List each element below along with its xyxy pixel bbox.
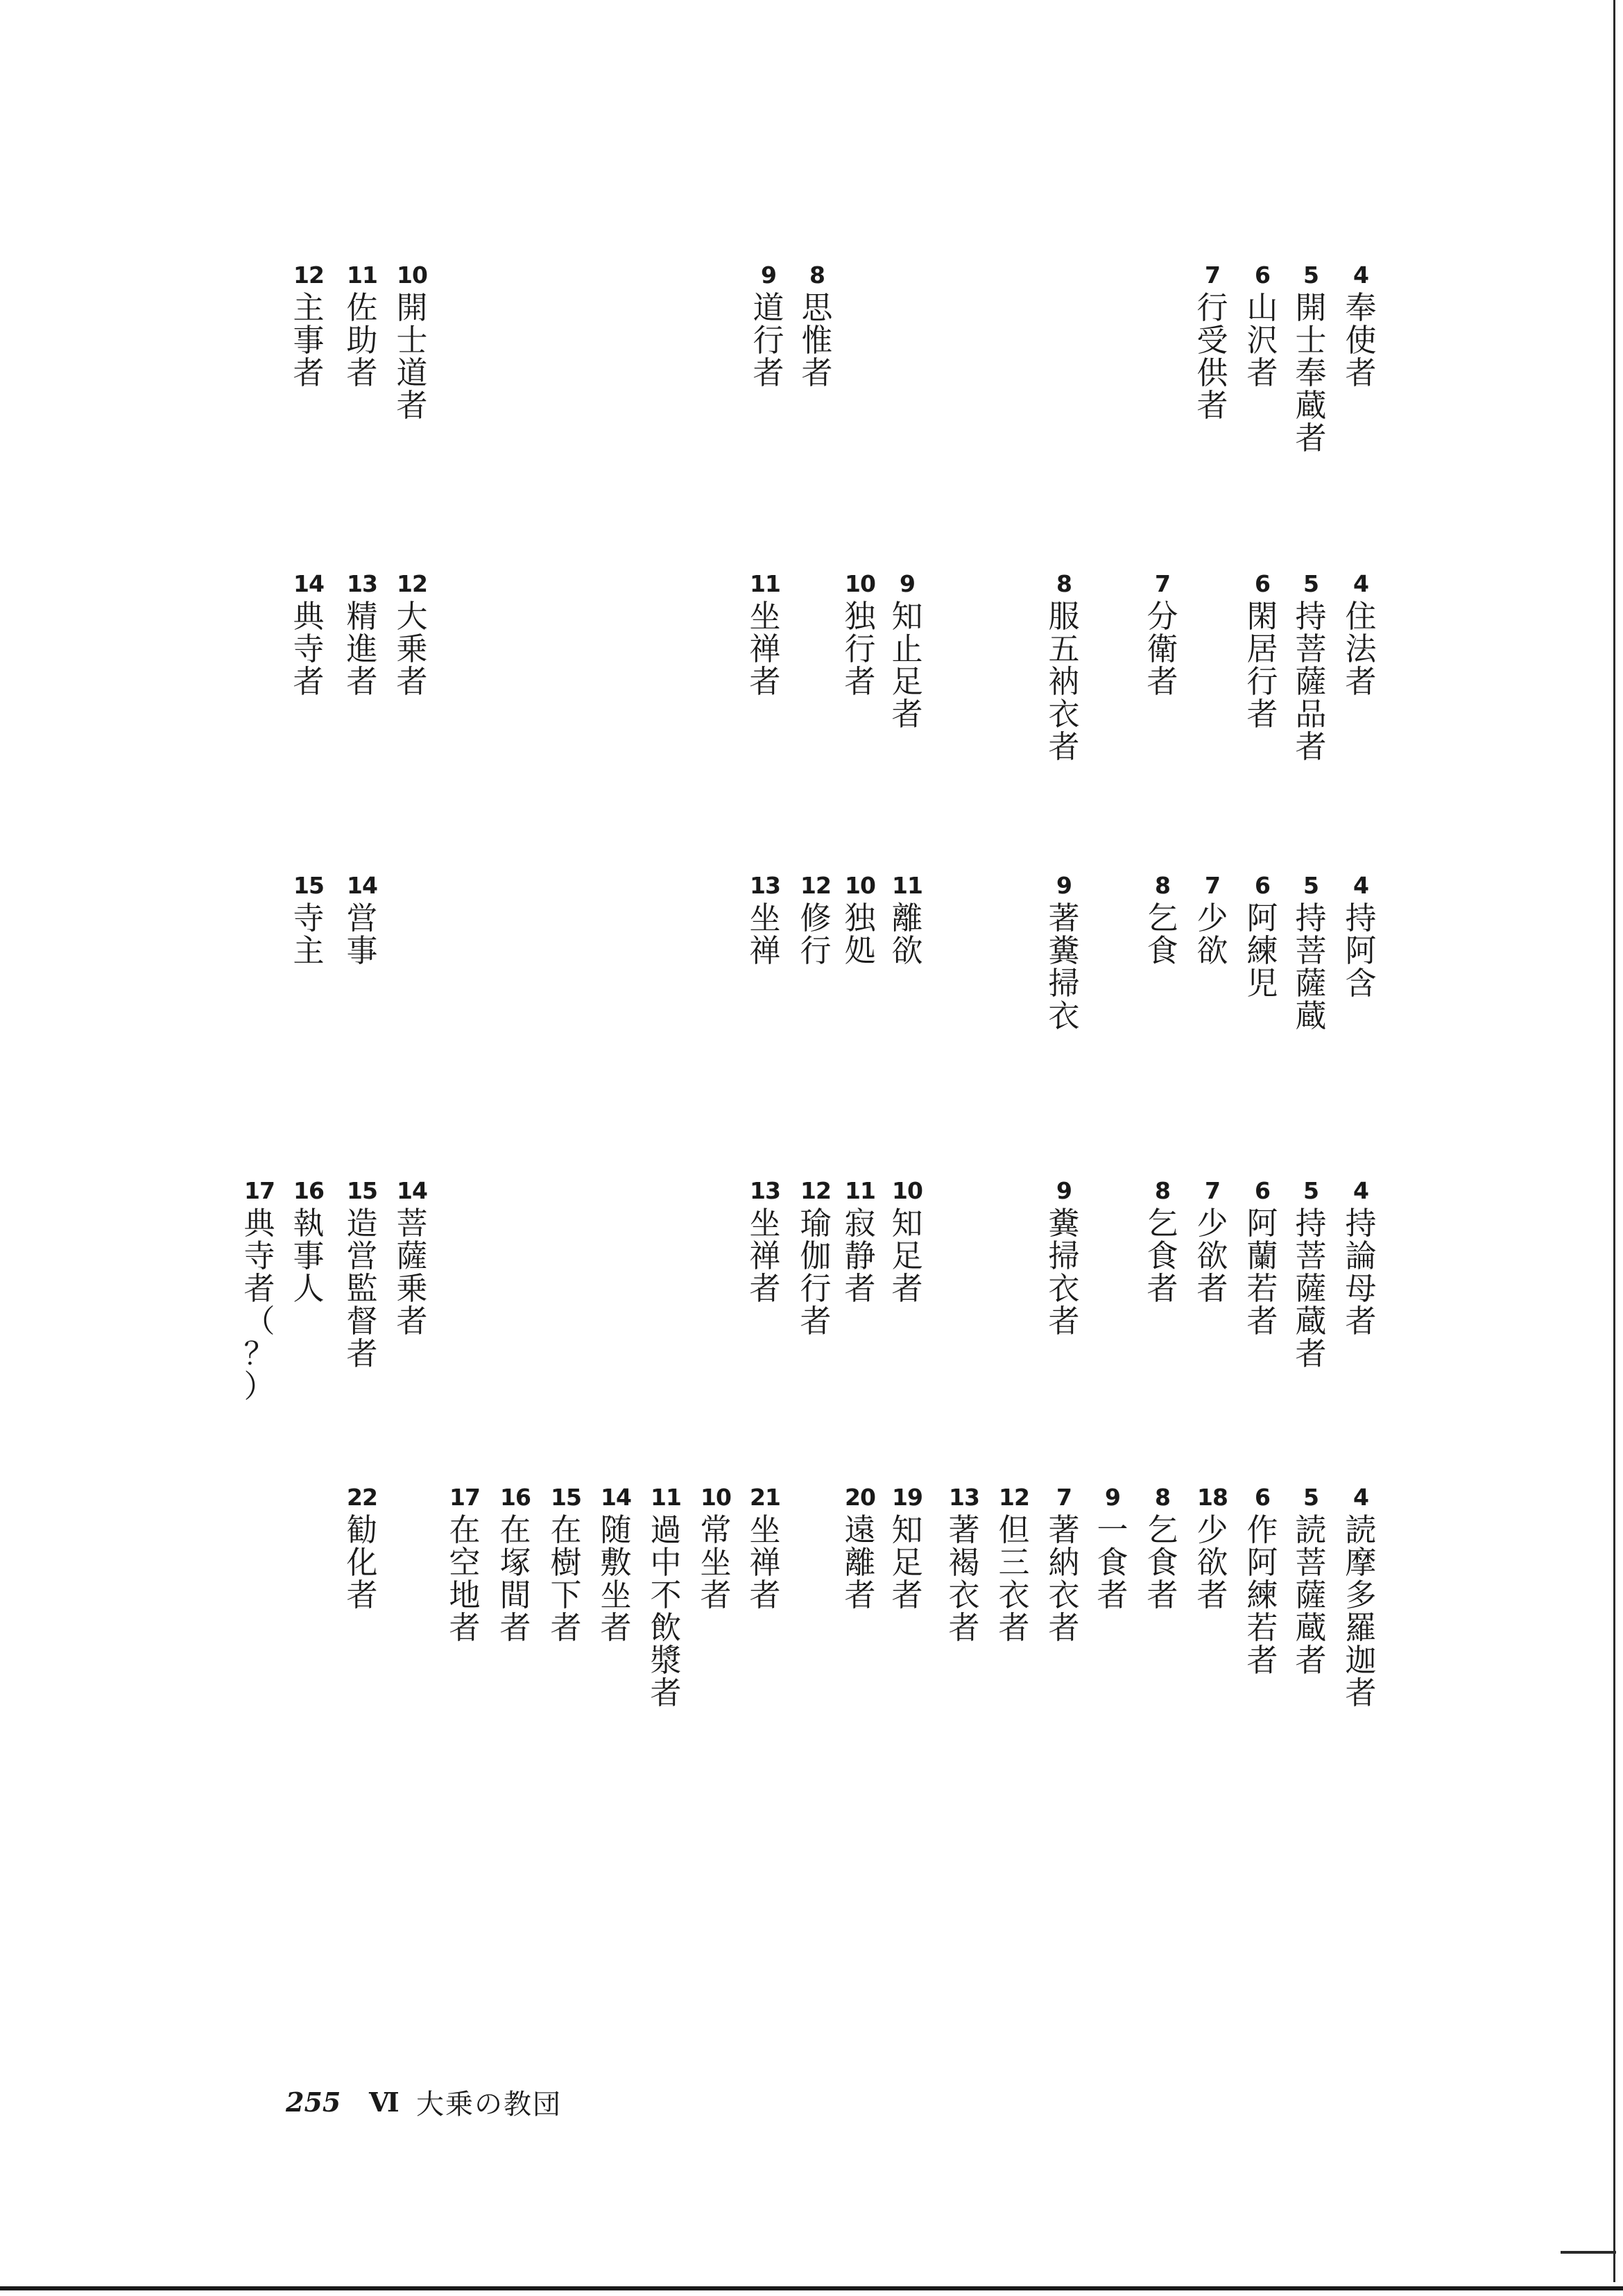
entry-number: 16 <box>293 1177 324 1204</box>
term-entry <box>888 1179 927 1305</box>
entry-term: 乞 食 者 <box>1147 1511 1178 1613</box>
entry-number: 14 <box>601 1484 631 1511</box>
entry-number: 6 <box>1255 570 1270 597</box>
entry-term: 精 進 者 <box>346 598 378 700</box>
entry-number: 11 <box>892 872 922 899</box>
term-entry <box>746 1179 784 1305</box>
entry-number: 8 <box>1155 1484 1170 1511</box>
entry-term: 一 食 者 <box>1097 1511 1128 1613</box>
entry-term: 著 褐 衣 者 <box>948 1511 980 1646</box>
term-entry <box>798 264 836 389</box>
entry-term: 少 欲 者 <box>1196 1205 1228 1307</box>
entry-number: 7 <box>1205 1177 1220 1204</box>
term-entry <box>547 1486 585 1644</box>
entry-term: 修 行 <box>800 900 832 969</box>
entry-term: 執 事 人 <box>293 1205 325 1307</box>
term-entry <box>1193 1486 1232 1611</box>
entry-number: 13 <box>347 570 377 597</box>
entry-term: 過 中 不 飲 漿 者 <box>650 1511 682 1711</box>
entry-term: 住 法 者 <box>1345 598 1377 700</box>
term-entry <box>749 264 788 389</box>
entry-term: 山 沢 者 <box>1246 289 1278 391</box>
term-entry <box>1045 1179 1083 1337</box>
entry-number: 11 <box>347 262 377 289</box>
entry-number: 20 <box>845 1484 875 1511</box>
term-entry <box>796 874 835 967</box>
entry-term: 寺 主 <box>293 900 325 969</box>
entry-term: 糞 掃 衣 者 <box>1048 1205 1080 1339</box>
term-entry <box>888 1486 927 1611</box>
term-entry <box>343 1179 381 1370</box>
entry-term: 開 士 奉 蔵 者 <box>1295 289 1327 456</box>
term-entry <box>1341 572 1380 698</box>
term-entry <box>1291 264 1330 454</box>
entry-number: 15 <box>293 872 324 899</box>
entry-term: 在 空 地 者 <box>449 1511 481 1646</box>
entry-number: 10 <box>845 570 875 597</box>
term-entry <box>343 874 381 967</box>
entry-term: 持 菩 薩 品 者 <box>1295 598 1327 765</box>
entry-number: 4 <box>1353 262 1368 289</box>
entry-number: 10 <box>892 1177 922 1204</box>
chapter-title: 大乗の教団 <box>416 2088 562 2121</box>
entry-number: 10 <box>701 1484 731 1511</box>
term-entry <box>1243 1179 1282 1337</box>
entry-number: 12 <box>800 872 831 899</box>
entry-term: 坐 禅 者 <box>749 598 781 700</box>
term-entry <box>1193 1179 1232 1305</box>
entry-number: 9 <box>1105 1484 1120 1511</box>
term-entry <box>1045 572 1083 763</box>
entry-number: 5 <box>1303 1484 1319 1511</box>
entry-term: 閑 居 行 者 <box>1246 598 1278 733</box>
term-entry <box>1193 874 1232 967</box>
entry-term: 阿 蘭 若 者 <box>1246 1205 1278 1339</box>
term-entry <box>841 1486 879 1611</box>
term-entry <box>343 1486 381 1611</box>
chapter-number: Ⅵ <box>369 2086 400 2118</box>
entry-number: 14 <box>347 872 377 899</box>
entry-term: 奉 使 者 <box>1345 289 1377 391</box>
term-entry <box>796 1179 835 1337</box>
entry-number: 8 <box>1155 1177 1170 1204</box>
term-entry <box>888 570 927 733</box>
entry-number: 15 <box>551 1484 581 1511</box>
entry-term: 離 欲 <box>891 900 923 969</box>
entry-term: 典 寺 者 （ ？ ） <box>243 1205 275 1405</box>
term-entry <box>888 874 927 967</box>
entry-number: 17 <box>244 1177 275 1204</box>
entry-number: 11 <box>651 1484 681 1511</box>
entry-number: 7 <box>1205 872 1220 899</box>
entry-number: 7 <box>1155 570 1170 597</box>
entry-number: 5 <box>1303 262 1319 289</box>
entry-number: 10 <box>397 262 427 289</box>
term-entry <box>343 264 381 389</box>
entry-number: 10 <box>845 872 875 899</box>
term-entry <box>343 572 381 698</box>
entry-term: 常 坐 者 <box>700 1511 732 1613</box>
term-entry <box>1143 572 1182 698</box>
entry-number: 9 <box>1056 1177 1072 1204</box>
term-entry <box>240 1179 279 1403</box>
term-entry <box>1243 1486 1282 1677</box>
entry-number: 6 <box>1255 1484 1270 1511</box>
entry-term: 持 菩 薩 蔵 <box>1295 900 1327 1034</box>
entry-term: 在 塚 間 者 <box>499 1511 531 1646</box>
term-entry <box>995 1486 1033 1644</box>
term-entry <box>289 1179 328 1305</box>
term-entry <box>445 1486 484 1644</box>
term-entry <box>289 264 328 389</box>
term-entry <box>841 874 879 967</box>
term-entry <box>1291 1179 1330 1370</box>
term-entry <box>596 1486 635 1644</box>
entry-term: 持 菩 薩 蔵 者 <box>1295 1205 1327 1372</box>
entry-term: 坐 禅 <box>749 900 781 969</box>
term-entry <box>1193 264 1232 422</box>
term-entry <box>696 1486 735 1611</box>
entry-number: 11 <box>750 570 780 597</box>
entry-term: 典 寺 者 <box>293 598 325 700</box>
entry-term: 遠 離 者 <box>844 1511 876 1613</box>
entry-term: 持 阿 含 <box>1345 900 1377 1002</box>
entry-number: 6 <box>1255 872 1270 899</box>
entry-term: 在 樹 下 者 <box>550 1511 582 1646</box>
entry-term: 読 菩 薩 蔵 者 <box>1295 1511 1327 1679</box>
term-entry <box>1243 570 1282 733</box>
entry-number: 12 <box>800 1177 831 1204</box>
entry-term: 服 五 衲 衣 者 <box>1048 598 1080 765</box>
entry-number: 6 <box>1255 262 1270 289</box>
entry-number: 4 <box>1353 570 1368 597</box>
entry-term: 著 納 衣 者 <box>1048 1511 1080 1646</box>
entry-term: 但 三 衣 者 <box>998 1511 1030 1646</box>
entry-number: 14 <box>293 570 324 597</box>
term-entry <box>1143 1179 1182 1305</box>
page-edge-line <box>1613 0 1615 2282</box>
entry-term: 開 士 道 者 <box>396 289 428 424</box>
entry-term: 坐 禅 者 <box>749 1205 781 1307</box>
entry-number: 13 <box>750 1177 780 1204</box>
term-entry <box>1341 264 1380 389</box>
term-entry <box>393 572 431 698</box>
entry-number: 12 <box>397 570 427 597</box>
entry-number: 22 <box>347 1484 377 1511</box>
entry-number: 4 <box>1353 1484 1368 1511</box>
entry-term: 分 衛 者 <box>1147 598 1178 700</box>
term-entry <box>1341 874 1380 1000</box>
entry-term: 読 摩 多 羅 迦 者 <box>1345 1511 1377 1711</box>
entry-number: 5 <box>1303 570 1319 597</box>
page-bottom-line <box>0 2286 1623 2290</box>
entry-number: 8 <box>809 262 825 289</box>
entry-number: 4 <box>1353 1177 1368 1204</box>
entry-number: 5 <box>1303 872 1319 899</box>
page-edge-corner <box>1561 2251 1616 2254</box>
entry-term: 坐 禅 者 <box>749 1511 781 1613</box>
entry-term: 行 受 供 者 <box>1196 289 1228 424</box>
entry-number: 8 <box>1155 872 1170 899</box>
entry-term: 寂 静 者 <box>844 1205 876 1307</box>
term-entry <box>1045 874 1083 1032</box>
term-entry <box>1243 264 1282 389</box>
entry-number: 12 <box>293 262 324 289</box>
term-entry <box>1291 1486 1330 1677</box>
entry-number: 6 <box>1255 1177 1270 1204</box>
term-entry <box>746 1486 784 1611</box>
term-entry <box>1291 874 1330 1032</box>
entry-term: 少 欲 者 <box>1196 1511 1228 1613</box>
entry-term: 菩 薩 乗 者 <box>396 1205 428 1339</box>
entry-number: 9 <box>761 262 776 289</box>
entry-term: 造 営 監 督 者 <box>346 1205 378 1372</box>
entry-term: 少 欲 <box>1196 900 1228 969</box>
entry-term: 思 惟 者 <box>801 289 833 391</box>
entry-number: 8 <box>1056 570 1072 597</box>
entry-term: 営 事 <box>346 900 378 969</box>
entry-number: 9 <box>1056 872 1072 899</box>
entry-number: 15 <box>347 1177 377 1204</box>
entry-term: 独 処 <box>844 900 876 969</box>
entry-term: 阿 練 児 <box>1246 900 1278 1002</box>
term-entry <box>841 1179 879 1305</box>
entry-number: 16 <box>500 1484 531 1511</box>
entry-term: 持 論 母 者 <box>1345 1205 1377 1339</box>
entry-number: 12 <box>999 1484 1029 1511</box>
entry-term: 知 足 者 <box>891 1205 923 1307</box>
entry-number: 7 <box>1056 1484 1072 1511</box>
term-entry <box>393 264 431 422</box>
term-entry <box>1341 1486 1380 1709</box>
term-entry <box>289 572 328 698</box>
term-entry <box>289 874 328 967</box>
entry-term: 随 敷 坐 者 <box>600 1511 632 1646</box>
term-entry <box>945 1486 984 1644</box>
entry-number: 19 <box>892 1484 922 1511</box>
entry-number: 17 <box>449 1484 480 1511</box>
term-entry <box>1093 1486 1132 1611</box>
term-entry <box>841 572 879 698</box>
entry-term: 知 足 者 <box>891 1511 923 1613</box>
entry-term: 道 行 者 <box>753 289 784 391</box>
entry-number: 13 <box>949 1484 979 1511</box>
term-entry <box>1045 1486 1083 1644</box>
term-entry <box>1143 1486 1182 1611</box>
entry-term: 作 阿 練 若 者 <box>1246 1511 1278 1679</box>
entry-number: 11 <box>845 1177 875 1204</box>
entry-number: 4 <box>1353 872 1368 899</box>
page-number: 255 <box>286 2086 341 2118</box>
term-entry <box>1341 1179 1380 1337</box>
entry-term: 主 事 者 <box>293 289 325 391</box>
entry-term: 瑜 伽 行 者 <box>800 1205 832 1339</box>
entry-number: 9 <box>900 570 915 597</box>
term-entry <box>746 572 784 698</box>
entry-term: 大 乗 者 <box>396 598 428 700</box>
entry-number: 18 <box>1197 1484 1228 1511</box>
term-entry <box>496 1486 535 1644</box>
entry-term: 勧 化 者 <box>346 1511 378 1613</box>
entry-number: 7 <box>1205 262 1220 289</box>
entry-number: 21 <box>750 1484 780 1511</box>
term-entry <box>746 874 784 967</box>
entry-term: 独 行 者 <box>844 598 876 700</box>
term-entry <box>646 1486 685 1709</box>
term-entry <box>393 1179 431 1337</box>
term-entry <box>1143 874 1182 967</box>
page-footer <box>286 2081 562 2123</box>
entry-number: 13 <box>750 872 780 899</box>
entry-number: 5 <box>1303 1177 1319 1204</box>
entry-term: 著 糞 掃 衣 <box>1048 900 1080 1034</box>
entry-term: 乞 食 <box>1147 900 1178 969</box>
entry-term: 乞 食 者 <box>1147 1205 1178 1307</box>
term-entry <box>1243 874 1282 1000</box>
entry-term: 知 止 足 者 <box>891 598 923 733</box>
term-entry <box>1291 572 1330 763</box>
entry-term: 佐 助 者 <box>346 289 378 391</box>
entry-number: 14 <box>397 1177 427 1204</box>
